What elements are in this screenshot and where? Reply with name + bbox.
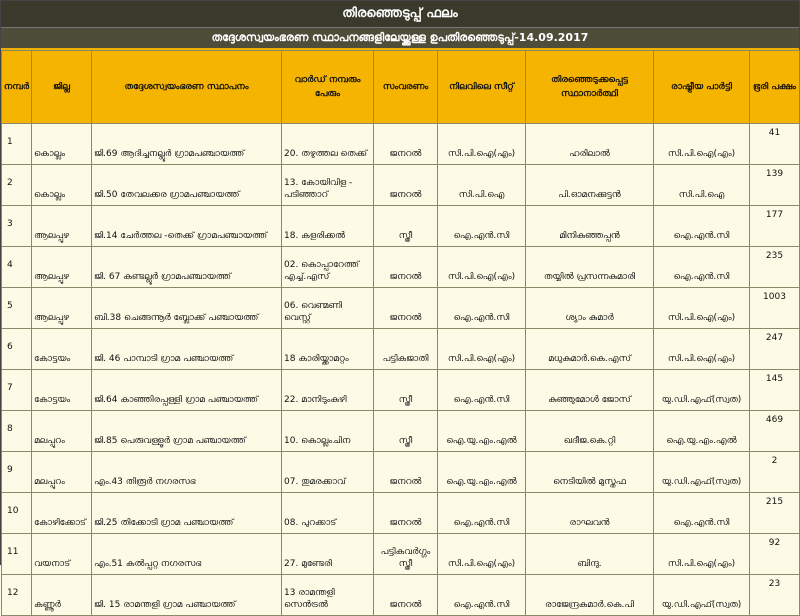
table-row	[2, 452, 800, 493]
row-majority: 1003	[750, 288, 800, 329]
row-majority: 177	[750, 206, 800, 247]
row-current-seat: സി.പി.ഐ	[438, 165, 526, 206]
row-reservation: ജനറൽ	[374, 124, 438, 165]
row-majority: 247	[750, 329, 800, 370]
row-number: 4	[2, 247, 32, 288]
row-current-seat: ഐ.എൻ.സി	[438, 206, 526, 247]
header-district: ജില്ല	[32, 51, 92, 124]
row-district: കോഴിക്കോട്	[32, 493, 92, 534]
row-reservation: പട്ടികവർഗ്ഗം സ്ത്രീ	[374, 534, 438, 575]
row-number: 8	[2, 411, 32, 452]
row-ward: 08. പുറക്കാട്	[282, 493, 374, 534]
row-ward: 10. കൊല്ലംചിന	[282, 411, 374, 452]
table-row	[2, 165, 800, 206]
row-local-body: എം.43 തിരൂർ നഗരസഭ	[92, 452, 282, 493]
row-candidate: ബിന്ദു.	[526, 534, 654, 575]
row-ward: 07. തുമരക്കാവ്	[282, 452, 374, 493]
row-local-body: ബി.38 ചെങ്ങന്നൂർ ബ്ലോക്ക് പഞ്ചായത്ത്	[92, 288, 282, 329]
row-number: 3	[2, 206, 32, 247]
row-party: ഐ.യു.എം.എൽ	[654, 411, 750, 452]
row-majority: 145	[750, 370, 800, 411]
row-district: കൊല്ലം	[32, 165, 92, 206]
row-party: ഐ.എൻ.സി	[654, 493, 750, 534]
row-party: യു.ഡി.എഫ്(സ്വത)	[654, 452, 750, 493]
row-candidate: രാഘവൻ	[526, 493, 654, 534]
row-party: സി.പി.ഐ(എം)	[654, 329, 750, 370]
header-majority: ഭൂരി പക്ഷം	[750, 51, 800, 124]
row-candidate: നെടിയിൽ മുസ്തഫ	[526, 452, 654, 493]
row-local-body: ജി.85 പെരുവള്ളൂർ ഗ്രാമ പഞ്ചായത്ത്	[92, 411, 282, 452]
row-reservation: സ്ത്രീ	[374, 411, 438, 452]
row-ward: 22. മാനിടുംകുഴി	[282, 370, 374, 411]
row-local-body: ജി. 67 കണ്ടല്ലൂർ ഗ്രാമപഞ്ചായത്ത്	[92, 247, 282, 288]
row-number: 11	[2, 534, 32, 575]
row-party: സി.പി.ഐ	[654, 165, 750, 206]
table-row	[2, 329, 800, 370]
row-reservation: ജനറൽ	[374, 165, 438, 206]
header-row	[2, 51, 800, 124]
row-number: 2	[2, 165, 32, 206]
row-current-seat: ഐ.എൻ.സി	[438, 370, 526, 411]
row-current-seat: ഐ.യു.എം.എൽ	[438, 452, 526, 493]
row-reservation: ജനറൽ	[374, 452, 438, 493]
row-current-seat: സി.പി.ഐ(എം)	[438, 534, 526, 575]
row-reservation: സ്ത്രീ	[374, 206, 438, 247]
row-reservation: ജനറൽ	[374, 493, 438, 534]
row-party: സി.പി.ഐ(എം)	[654, 534, 750, 575]
table-row	[2, 411, 800, 452]
row-party: യു.ഡി.എഫ്(സ്വത)	[654, 370, 750, 411]
row-majority: 469	[750, 411, 800, 452]
row-ward: 18 കാരിയ്ക്കാമറ്റം	[282, 329, 374, 370]
row-district: വയനാട്	[32, 534, 92, 575]
row-candidate: കുഞ്ഞുമോൾ ജോസ്	[526, 370, 654, 411]
row-reservation: ജനറൽ	[374, 247, 438, 288]
row-candidate: രാജേന്ദ്രകുമാർ.കെ.പി	[526, 575, 654, 616]
row-current-seat: ഐ.എൻ.സി	[438, 575, 526, 616]
table-row	[2, 206, 800, 247]
row-district: കോട്ടയം	[32, 329, 92, 370]
row-number: 6	[2, 329, 32, 370]
row-local-body: ജി.64 കാഞ്ഞിരപ്പള്ളി ഗ്രാമ പഞ്ചായത്ത്	[92, 370, 282, 411]
row-ward: 06. വെണ്മണി വെസ്റ്റ്	[282, 288, 374, 329]
header-number: നമ്പർ	[2, 51, 32, 124]
row-candidate: ഹരിലാൽ	[526, 124, 654, 165]
row-candidate: തയ്യിൽ പ്രസന്നകുമാരി	[526, 247, 654, 288]
row-ward: 02. കൊപ്പാറേത്ത് എച്ച്.എസ്	[282, 247, 374, 288]
row-number: 7	[2, 370, 32, 411]
row-ward: 27. മുണ്ടേരി	[282, 534, 374, 575]
header-ward: വാർഡ് നമ്പരും പേരും	[282, 51, 374, 124]
row-ward: 13 രാമന്തളി സെൻട്രൽ	[282, 575, 374, 616]
row-local-body: ജി. 46 പാമ്പാടി ഗ്രാമ പഞ്ചായത്ത്	[92, 329, 282, 370]
row-majority: 2	[750, 452, 800, 493]
row-district: കോട്ടയം	[32, 370, 92, 411]
row-ward: 20. തഴുത്തല തെക്ക്	[282, 124, 374, 165]
row-ward: 13. കോയിവിള - പടിഞ്ഞാറ്	[282, 165, 374, 206]
page-subtitle: തദ്ദേശസ്വയംഭരണ സ്ഥാപനങ്ങളിലേയ്ക്കുള്ള ഉപതിരഞ്ഞെടുപ്പ്-14.09.2017	[1, 28, 799, 50]
header-current-seat: നിലവിലെ സീറ്റ്	[438, 51, 526, 124]
row-current-seat: ഐ.യു.എം.എൽ	[438, 411, 526, 452]
row-current-seat: സി.പി.ഐ(എം)	[438, 329, 526, 370]
row-number: 10	[2, 493, 32, 534]
header-party: രാഷ്ട്രീയ പാർട്ടി	[654, 51, 750, 124]
row-district: കണ്ണൂർ	[32, 575, 92, 616]
table-row	[2, 493, 800, 534]
row-majority: 23	[750, 575, 800, 616]
table-row	[2, 534, 800, 575]
row-reservation: ജനറൽ	[374, 288, 438, 329]
row-district: മലപ്പുറം	[32, 452, 92, 493]
table-row	[2, 370, 800, 411]
row-current-seat: ഐ.എൻ.സി	[438, 288, 526, 329]
row-local-body: ജി. 15 രാമന്തളി ഗ്രാമ പഞ്ചായത്ത്	[92, 575, 282, 616]
row-candidate: ശ്യാം കുമാർ	[526, 288, 654, 329]
row-district: മലപ്പുറം	[32, 411, 92, 452]
row-district: ആലപ്പുഴ	[32, 206, 92, 247]
table-row	[2, 288, 800, 329]
header-reservation: സംവരണം	[374, 51, 438, 124]
row-number: 5	[2, 288, 32, 329]
row-majority: 139	[750, 165, 800, 206]
row-party: യു.ഡി.എഫ്(സ്വത)	[654, 575, 750, 616]
row-candidate: മധുകുമാർ.കെ.എസ്	[526, 329, 654, 370]
row-candidate: പി.ഓമനക്കുട്ടൻ	[526, 165, 654, 206]
page-title: തിരഞ്ഞെടുപ്പ് ഫലം	[1, 1, 799, 28]
row-majority: 41	[750, 124, 800, 165]
table-row	[2, 124, 800, 165]
row-number: 1	[2, 124, 32, 165]
table-row	[2, 247, 800, 288]
row-party: സി.പി.ഐ(എം)	[654, 288, 750, 329]
row-current-seat: സി.പി.ഐ(എം)	[438, 124, 526, 165]
row-district: കൊല്ലം	[32, 124, 92, 165]
row-party: ഐ.എൻ.സി	[654, 247, 750, 288]
row-majority: 235	[750, 247, 800, 288]
results-table	[1, 50, 800, 616]
row-current-seat: ഐ.എൻ.സി	[438, 493, 526, 534]
row-party: ഐ.എൻ.സി	[654, 206, 750, 247]
row-party: സി.പി.ഐ(എം)	[654, 124, 750, 165]
row-number: 12	[2, 575, 32, 616]
row-majority: 215	[750, 493, 800, 534]
row-current-seat: സി.പി.ഐ(എം)	[438, 247, 526, 288]
row-reservation: ജനറൽ	[374, 575, 438, 616]
row-reservation: സ്ത്രീ	[374, 370, 438, 411]
row-district: ആലപ്പുഴ	[32, 247, 92, 288]
row-local-body: ജി.50 തേവലക്കര ഗ്രാമപഞ്ചായത്ത്	[92, 165, 282, 206]
row-local-body: എം.51 കൽപ്പറ്റ നഗരസഭ	[92, 534, 282, 575]
row-local-body: ജി.69 ആദിച്ചനല്ലൂർ ഗ്രാമപഞ്ചായത്ത്	[92, 124, 282, 165]
row-candidate: മിനികുഞ്ഞപ്പൻ	[526, 206, 654, 247]
row-number: 9	[2, 452, 32, 493]
table-row	[2, 575, 800, 616]
row-local-body: ജി.14 ചേർത്തല -തെക്ക് ഗ്രാമപഞ്ചായത്ത്	[92, 206, 282, 247]
row-reservation: പട്ടികജാതി	[374, 329, 438, 370]
row-majority: 92	[750, 534, 800, 575]
row-candidate: ഖദീജ.കെ.റ്റി	[526, 411, 654, 452]
header-candidate: തിരഞ്ഞെടുക്കപ്പെട്ട സ്ഥാനാർത്ഥി	[526, 51, 654, 124]
row-local-body: ജി.25 തിക്കോടി ഗ്രാമ പഞ്ചായത്ത്	[92, 493, 282, 534]
header-local-body: തദ്ദേശസ്വയംഭരണ സ്ഥാപനം	[92, 51, 282, 124]
row-ward: 18. കളരിക്കൽ	[282, 206, 374, 247]
row-district: ആലപ്പുഴ	[32, 288, 92, 329]
